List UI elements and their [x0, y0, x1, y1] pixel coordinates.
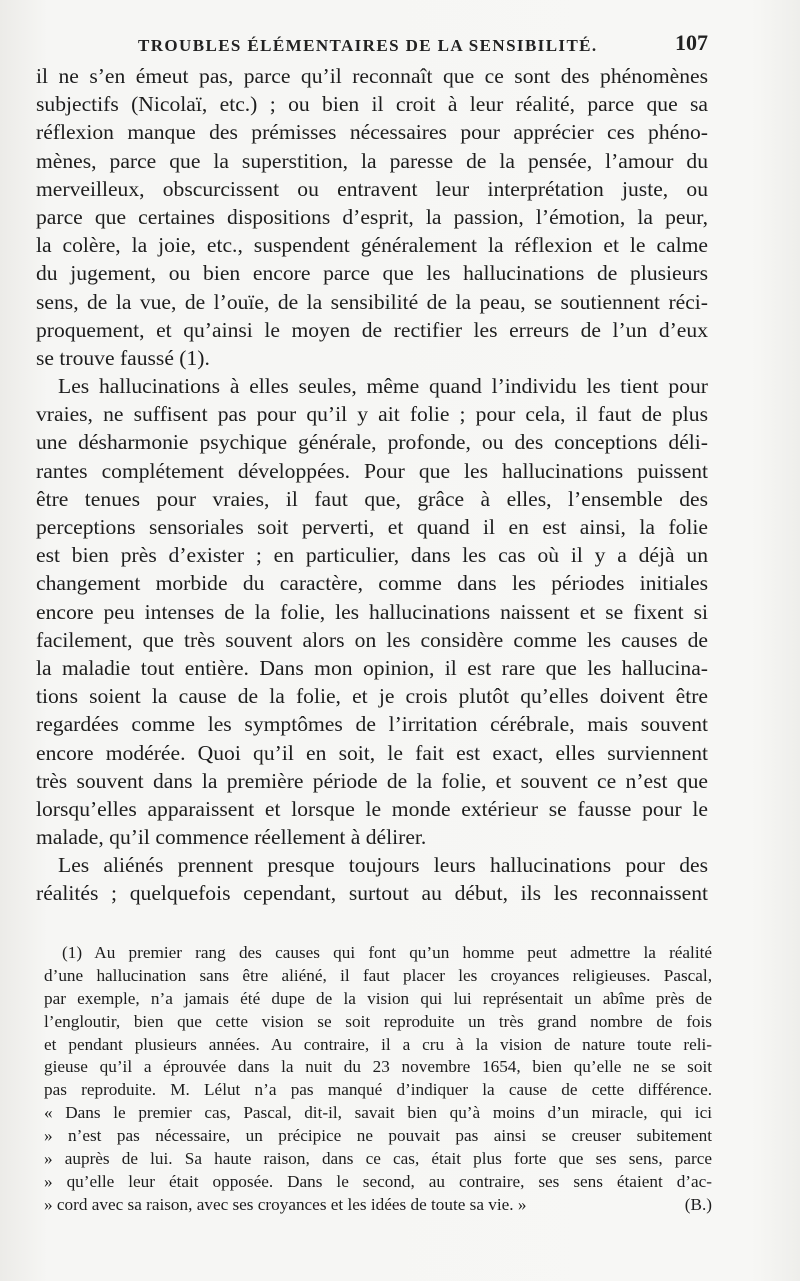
footnotes — [44, 942, 712, 1217]
footnote-line: » n’est pas nécessaire, un précipice ne pouvait pas ainsi se creuser subitement — [44, 1126, 712, 1146]
body-line: subjectifs (Nicolaï, etc.) ; ou bien il croit à leur réalité, parce que sa — [36, 92, 708, 117]
footnote-line: par exemple, n’a jamais été dupe de la vision qui lui représentait un abîme près de — [44, 988, 712, 1008]
footnote-line: (1) Au premier rang des causes qui font qu’un homme peut admettre la réalité — [62, 943, 712, 962]
body-line: perceptions sensoriales soit perverti, et quand il en est ainsi, la folie — [36, 515, 708, 539]
body-line: sens, de la vue, de l’ouïe, de la sensibilité de la peau, se soutiennent réci- — [36, 289, 708, 314]
body-line: merveilleux, obscurcissent ou entravent leur interprétation juste, ou — [36, 176, 708, 201]
body-line: une désharmonie psychique générale, profonde, ou des conceptions déli- — [36, 430, 708, 455]
footnote-line: gieuse qu’il a éprouvée dans la nuit du 23 novembre 1654, bien qu’elle ne se soit — [44, 1057, 712, 1077]
body-line: malade, qu’il commence réellement à délirer. — [36, 825, 427, 850]
body-line: il ne s’en émeut pas, parce qu’il reconnaît que ce sont des phénomènes — [36, 64, 708, 88]
body-line: lorsqu’elles apparaissent et lorsque le monde extérieur se fausse pour le — [36, 796, 708, 821]
footnote-signature: (B.) — [684, 1194, 712, 1214]
footnote-line: pas reproduite. M. Lélut n’a pas manqué d’indiquer la cause de cette différence. — [44, 1080, 712, 1100]
footnote-line: et pendant plusieurs années. Au contraire, il a cru à la vision de nature toute reli- — [44, 1034, 712, 1054]
body-line: mènes, parce que la superstition, la paresse de la pensée, l’amour du — [36, 148, 708, 173]
footnote-line: » auprès de lui. Sa haute raison, dans ce cas, était plus forte que ses sens, parce — [44, 1149, 712, 1169]
body-line: du jugement, ou bien encore parce que les hallucinations de plusieurs — [36, 261, 708, 286]
body-text — [36, 62, 708, 908]
body-line: regardées comme les symptômes de l’irritation cérébrale, mais souvent — [36, 712, 708, 737]
body-line: réflexion manque des prémisses nécessaires pour apprécier ces phéno- — [36, 120, 708, 145]
footnote-line: « Dans le premier cas, Pascal, dit-il, savait bien qu’à moins d’un miracle, qui ici — [44, 1103, 712, 1123]
body-line: proquement, et qu’ainsi le moyen de rectifier les erreurs de l’un d’eux — [36, 317, 708, 342]
page-number: 107 — [675, 30, 708, 55]
footnote-line: » cord avec sa raison, avec ses croyances et les idées de toute sa vie. » — [44, 1194, 527, 1214]
body-line: parce que certaines dispositions d’esprit, la passion, l’émotion, la peur, — [36, 204, 708, 229]
body-line: très souvent dans la première période de la folie, et souvent ce n’est que — [36, 768, 708, 793]
body-line: facilement, que très souvent alors on les considère comme les causes de — [36, 627, 708, 652]
running-title: TROUBLES ÉLÉMENTAIRES DE LA SENSIBILITÉ. — [138, 36, 598, 55]
body-line: la colère, la joie, etc., suspendent généralement la réflexion et le calme — [36, 233, 708, 258]
body-line: la maladie tout entière. Dans mon opinion, il est rare que les hallucina- — [36, 655, 708, 680]
body-line: se trouve faussé (1). — [36, 345, 210, 370]
body-line: rantes complétement développées. Pour que les hallucinations puissent — [36, 458, 708, 483]
footnote-line: d’une hallucination sans être aliéné, il faut placer les croyances religieuses. Pascal, — [44, 965, 712, 985]
body-line: Les aliénés prennent presque toujours leurs hallucinations pour des — [58, 853, 708, 878]
body-line: être tenues pour vraies, il faut que, grâce à elles, l’ensemble des — [36, 486, 708, 511]
body-line: réalités ; quelquefois cependant, surtout au début, ils les reconnaissent — [36, 881, 708, 906]
body-line: Les hallucinations à elles seules, même quand l’individu les tient pour — [58, 374, 708, 399]
footnote-final-line — [44, 1194, 712, 1217]
running-head — [40, 30, 708, 60]
body-line: encore peu intenses de la folie, les hallucinations naissent et se fixent si — [36, 599, 708, 624]
body-line: est bien près d’exister ; en particulier, dans les cas où il y a déjà un — [36, 543, 708, 568]
body-line: changement morbide du caractère, comme dans les périodes initiales — [36, 571, 708, 596]
footnote-line: l’engloutir, bien que cette vision se soit reproduite un très grand nombre de fois — [44, 1011, 712, 1031]
body-line: tions soient la cause de la folie, et je crois plutôt qu’elles doivent être — [36, 684, 708, 709]
body-line: vraies, ne suffisent pas pour qu’il y ait folie ; pour cela, il faut de plus — [36, 402, 708, 427]
footnote-line: » qu’elle leur était opposée. Dans le second, au contraire, ses sens étaient d’ac- — [44, 1171, 712, 1191]
body-line: encore modérée. Quoi qu’il en soit, le fait est exact, elles surviennent — [36, 740, 708, 765]
